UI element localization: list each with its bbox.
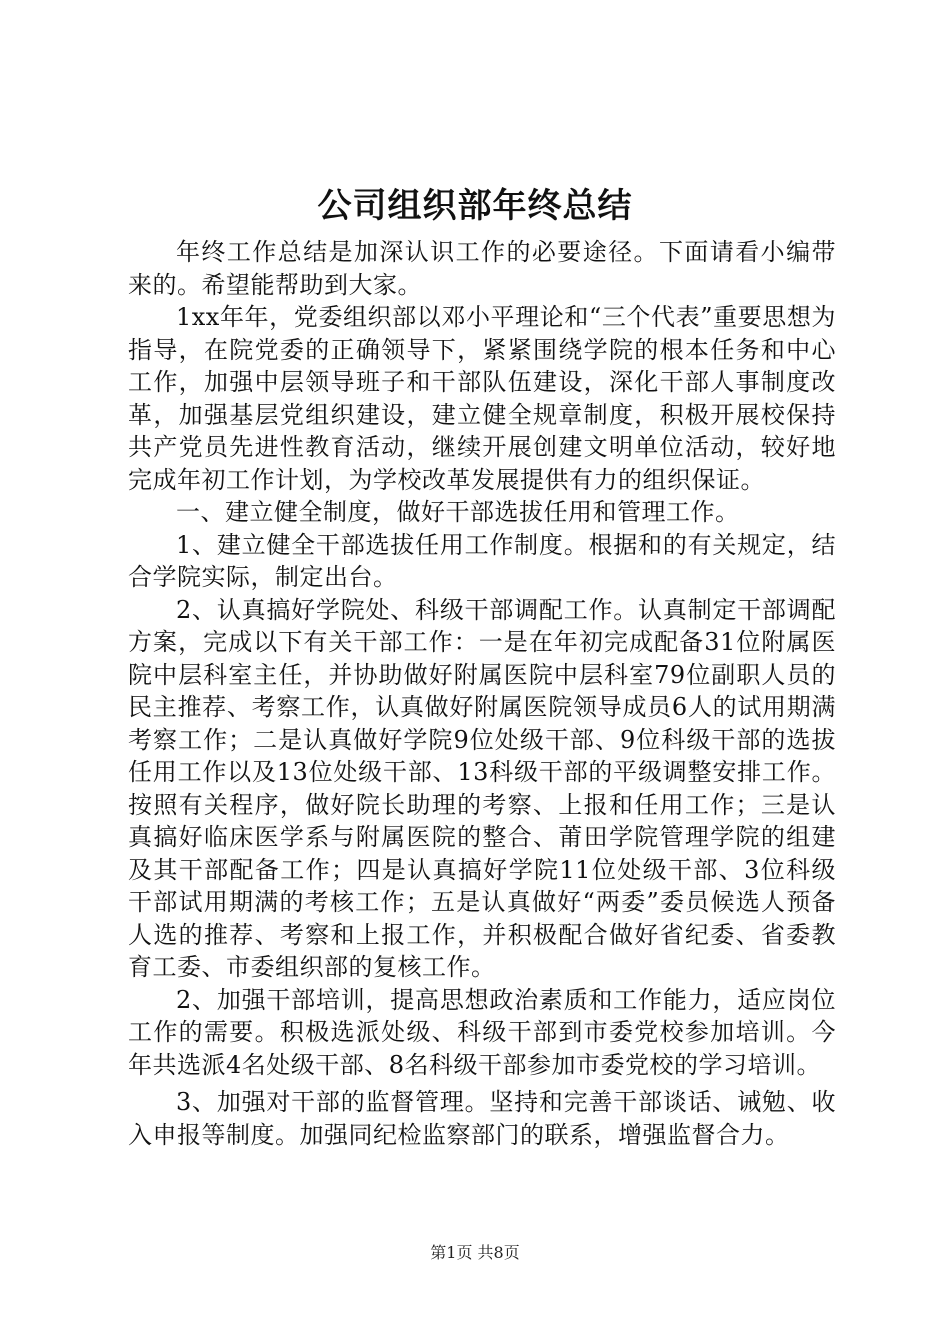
item-paragraph: 1、建立健全干部选拔任用工作制度。根据和的有关规定，结合学院实际，制定出台。 (128, 530, 836, 591)
document-title: 公司组织部年终总结 (317, 186, 633, 226)
page-number-footer: 第1页 共8页 (430, 1243, 520, 1262)
item-paragraph: 2、加强干部培训，提高思想政治素质和工作能力，适应岗位工作的需要。积极选派处级、科级干部到市委党校参加培训。今年共选派4名处级干部、8名科级干部参加市委党校的学习培训。 (128, 985, 836, 1079)
item-paragraph: 3、加强对干部的监督管理。坚持和完善干部谈话、诫勉、收入申报等制度。加强同纪检监察部门的联系，增强监督合力。 (128, 1088, 836, 1149)
section-heading: 一、建立健全制度，做好干部选拔任用和管理工作。 (176, 498, 740, 526)
intro-paragraph: 年终工作总结是加深认识工作的必要途径。下面请看小编带来的。希望能帮助到大家。 (128, 238, 836, 299)
summary-paragraph: 1xx年年，党委组织部以邓小平理论和“三个代表”重要思想为指导，在院党委的正确领导下，紧紧围绕学院的根本任务和中心工作，加强中层领导班子和干部队伍建设，深化干部人事制度改革，加强基层党组织建设，建立健全规章制度，积极开展校保持共产党员先进性教育活动，继续开展创建文明单位活动，较好地完成年初工作计划，为学校改革发展提供有力的组织保证。 (128, 303, 836, 494)
item-paragraph: 2、认真搞好学院处、科级干部调配工作。认真制定干部调配方案，完成以下有关干部工作：一是在年初完成配备31位附属医院中层科室主任，并协助做好附属医院中层科室79位副职人员的民主推荐、考察工作，认真做好附属医院领导成员6人的试用期满考察工作；二是认真做好学院9位处级干部、9位科级干部的选拔任用工作以及13位处级干部、13科级干部的平级调整安排工作。按照有关程序，做好院长助理的考察、上报和任用工作；三是认真搞好临床医学系与附属医院的整合、莆田学院管理学院的组建及其干部配备工作；四是认真搞好学院11位处级干部、3位科级干部试用期满的考核工作；五是认真做好“两委”委员候选人预备人选的推荐、考察和上报工作，并积极配合做好省纪委、省委教育工委、市委组织部的复核工作。 (128, 595, 836, 981)
document-body (128, 236, 836, 1151)
